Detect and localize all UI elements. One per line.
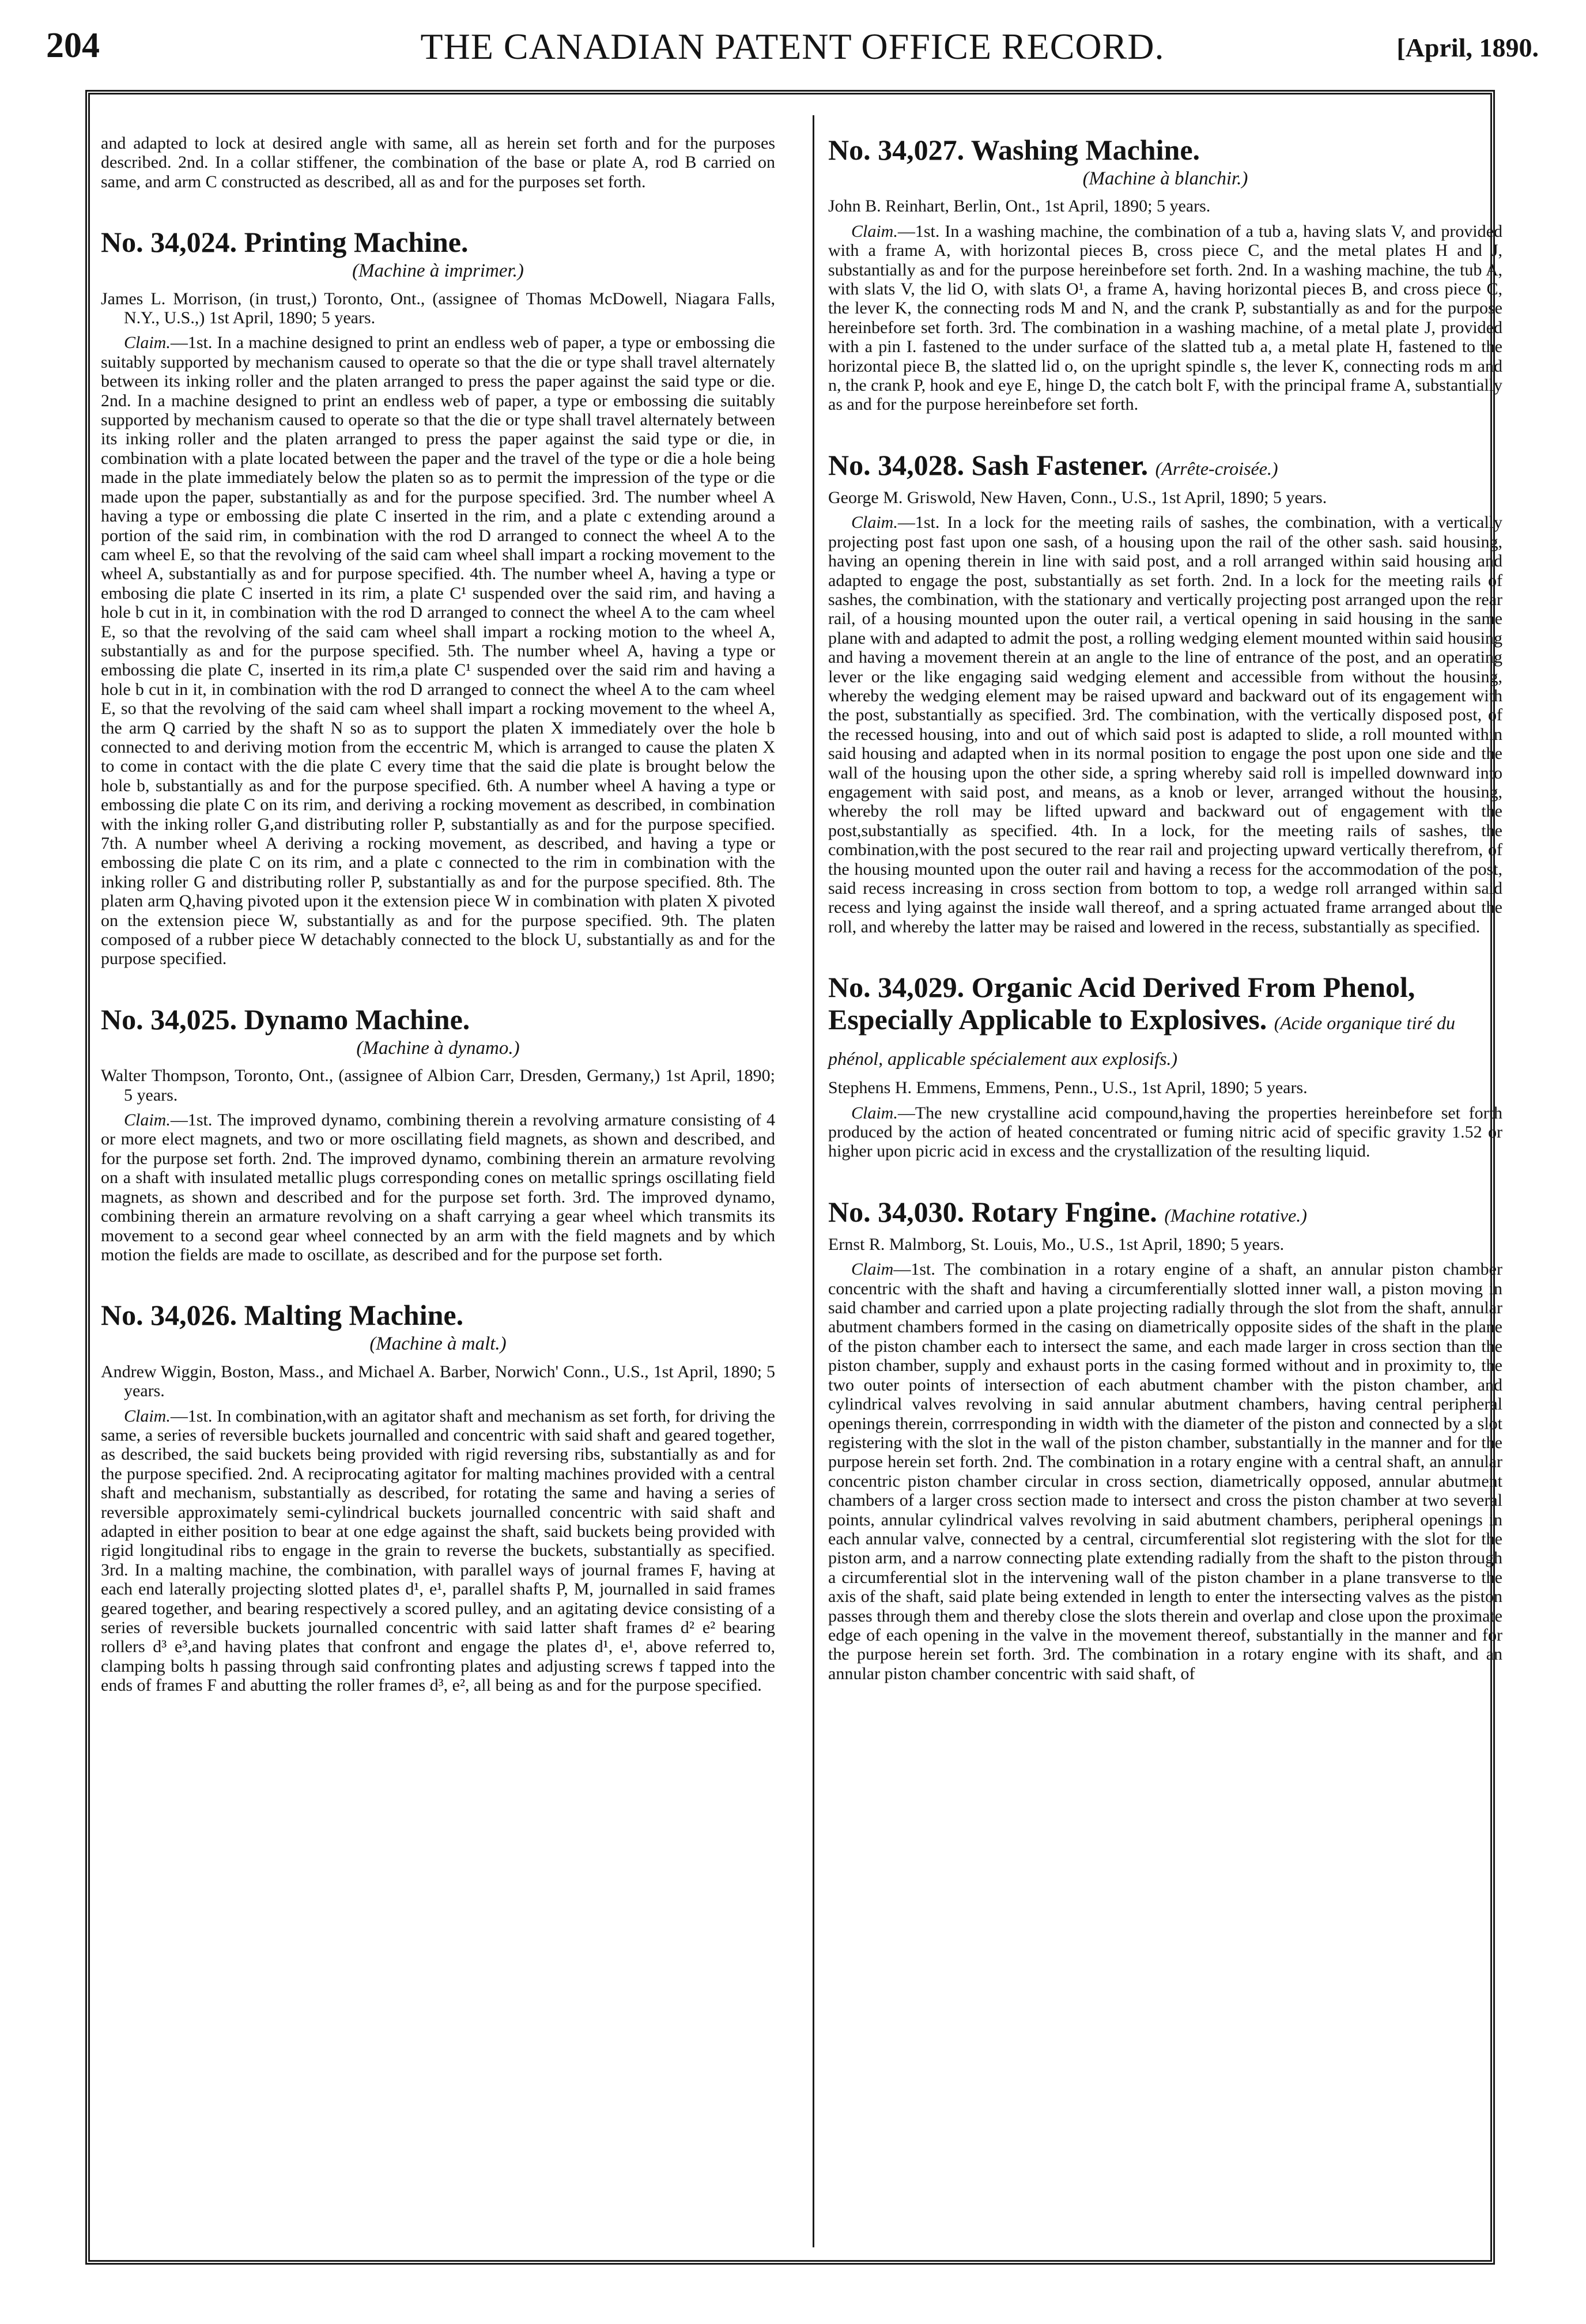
- patent-entry-34025: [101, 1003, 775, 1264]
- continuation-text: and adapted to lock at desired angle with same, all as herein set forth and for the purposes described. 2nd. In a collar stiffener, the combination of the base or plate A, rod B carried on same, and arm C constructed as described, all as and for the purposes set forth.: [101, 134, 775, 191]
- claim-label: Claim.: [851, 513, 898, 532]
- grantee: Walter Thompson, Toronto, Ont., (assignee of Albion Carr, Dresden, Germany,) 1st April, 1890; 5 years.: [101, 1066, 775, 1105]
- grantee: John B. Reinhart, Berlin, Ont., 1st April, 1890; 5 years.: [828, 196, 1211, 216]
- french-title: (Machine à malt.): [369, 1333, 507, 1355]
- patent-heading: [828, 1196, 1502, 1231]
- claim-label: Claim.: [124, 1406, 171, 1426]
- patent-heading: [101, 226, 775, 258]
- left-column: [101, 134, 775, 1710]
- grantee: George M. Griswold, New Haven, Conn., U.S., 1st April, 1890; 5 years.: [828, 488, 1327, 507]
- patent-number: No. 34,029.: [828, 971, 965, 1004]
- patent-entry-34030: [828, 1196, 1502, 1683]
- claim-text: [828, 513, 1502, 936]
- claim-body: —1st. In a washing machine, the combination of a tub a, having slats V, and provided with a frame A, with horizontal pieces B, cross piece C, and the metal plates H and J, substantially as and for the purpose hereinbefore set forth. 2nd. In a washing machine, the tub A, with slats V, the lid O, with slats O¹, a frame A, having horizontal pieces B, and cross piece C, the lever K, the connecting rods M and N, and the crank P, substantially as and for the purpose hereinbefore set forth. 3rd. The combination in a washing machine, of a metal plate J, provided with a pin I. fastened to the under surface of the slatted tub a, a metal plate H, fastened to the horizontal piece B, the slatted lid o, on the upright spindle s, the lever K, connecting rods m and n, the crank P, hook and eye E, hinge D, the catch bolt F, with the principal frame A, substantially as and for the purpose hereinbefore set forth.: [828, 221, 1502, 414]
- patent-entry-34024: [101, 226, 775, 969]
- right-column: [828, 134, 1502, 1698]
- patent-title: Washing Machine.: [971, 134, 1200, 166]
- claim-label: Claim.: [124, 333, 171, 353]
- french-title: (Machine à blanchir.): [1082, 168, 1248, 189]
- patent-heading: [828, 449, 1502, 485]
- patent-number: No. 34,028.: [828, 448, 965, 481]
- claim-text: [828, 1260, 1502, 1683]
- patent-title: Organic Acid Derived From Phenol, Especially Applicable to Explosives.: [828, 971, 1415, 1036]
- patent-number: No. 34,024.: [101, 226, 237, 259]
- claim-body: —1st. The improved dynamo, combining therein a revolving armature consisting of 4 or more elect magnets, and two or more oscillating field magnets, as shown and described, and for the purpose set forth. 2nd. The improved dynamo, combining therein an armature revolving on a shaft with insulated metallic plugs corresponding cones on metallic springs oscillating field magnets, as shown and described and for the purpose set forth. 3rd. The improved dynamo, combining therein an armature revolving on a shaft carrying a gear wheel which transmits its movement to a second gear wheel connected by an arm with the field magnets and by which motion the fields are made to oscillate, as described and for the purpose set forth.: [101, 1110, 775, 1264]
- patent-number: No. 34,030.: [828, 1195, 965, 1228]
- patent-heading: [828, 971, 1502, 1075]
- patent-title: Printing Machine.: [244, 226, 469, 259]
- patent-number: No. 34,026.: [101, 1299, 237, 1332]
- patent-title: Malting Machine.: [244, 1299, 464, 1332]
- french-title: (Acide organique tiré du phénol, applicable spécialement aux explosifs.): [828, 1012, 1456, 1070]
- patent-entry-34026: [101, 1299, 775, 1695]
- column-rule: [813, 115, 814, 2247]
- patent-heading: [101, 1003, 775, 1036]
- claim-body: —1st. In a machine designed to print an endless web of paper, a type or embossing die suitably supported by mechanism caused to operate so that the die or type shall travel alternately between its inking roller and the platen arranged to press the paper against the said type or die. 2nd. In a machine designed to print an endless web of paper, a type or embossing die suitably supported by mechanism caused to operate so that the die or type shall travel alternately between its inking roller and the platen arranged to press the paper against the said type or die, in combination with a plate located between the paper and the travel of the type or die a hole being made in the plate immediately below the platen so as to permit the impression of the type or die made upon the paper, substantially as and for the purpose specified. 3rd. The number wheel A having a type or embossing die plate C inserted in the rim, and a plate c extending around a portion of the said rim, in combination with the rod D arranged to connect the wheel A to the cam wheel E, so that the revolving of the said cam wheel shall impart a rocking movement to the wheel A, substantially as and for purpose specified. 4th. The number wheel A, having a type or embosing die plate C inserted in its rim, a plate C¹ suspended over the said rim, and having a hole b cut in it, in combination with the rod D arranged to connect the wheel A to the cam wheel E, so that the revolving of the said cam wheel shall impart a rocking motion to the wheel A, substantially as and for the purpose specified. 5th. The number wheel A, having a type or embossing die plate C, inserted in its rim,a plate C¹ suspended over the said rim and having a hole b cut in it, in combination with the rod D arranged to connect the wheel A to the cam wheel E, so that the revolving of the said cam wheel shall impart a rocking movement to the wheel A, the arm Q carried by the shaft N so as to support the platen X immediately over the hole b connected to and deriving motion from the eccentric M, which is arranged to cause the platen X to come in contact with the die plate C every time that the said die plate is brought below the hole b, substantially as and for the purpose specified. 6th. A number wheel A having a type or embossing die plate C on its rim, and deriving a rocking movement as described, in combination with the inking roller G,and distributing roller P, substantially as and for the purpose specified. 7th. A number wheel A deriving a rocking movement, as described, and having a type or embossing die plate C on its rim, and a plate c connected to the rim in combination with the inking roller G and distributing roller P, substantially as and for the purpose specified. 8th. The platen arm Q,having pivoted upon it the extension piece W in combination with platen X pivoted on the extension piece W, substantially as and for the purpose specified. 9th. The platen composed of a rubber piece W detachably connected to the block U, substantially as and for the purpose specified.: [101, 333, 775, 969]
- french-title: (Machine à imprimer.): [352, 260, 524, 282]
- issue-date: [April, 1890.: [1396, 33, 1539, 62]
- patent-title: Rotary Fngine.: [971, 1195, 1157, 1228]
- patent-title: Dynamo Machine.: [244, 1003, 470, 1036]
- claim-body: —1st. In combination,with an agitator shaft and mechanism as set forth, for driving the same, a series of reversible buckets journalled and concentric with said shaft and geared together, as described, the said buckets being provided with rigid reversing ribs, substantially as and for the purpose specified. 2nd. A reciprocating agitator for malting machines provided with a central shaft and mechanism, substantially as described, for rotating the same and having a series of reversible approximately semi-cylindrical buckets journalled concentric with said shaft and adapted in either position to bear at one edge against the shaft, said buckets being provided with rigid longitudinal ribs to engage in the grain to reverse the buckets, substantially as specified. 3rd. In a malting machine, the combination, with parallel ways of journal frames F, having at each end laterally projecting slotted plates d¹, e¹, parallel shafts P, M, journalled in said frames geared together, and bearing respectively a scored pulley, and an agitating device consisting of a series of reversible buckets journalled concentric with said latter shaft frames d² e² bearing rollers d³ e³,and having plates that confront and engage the plates d¹, e¹, above referred to, clamping bolts h passing through said confronting plates and adjusting screws f tapped into the ends of frames F and abutting the roller frames d³, e², all being as and for the purpose specified.: [101, 1406, 775, 1695]
- grantee: Andrew Wiggin, Boston, Mass., and Michael A. Barber, Norwich' Conn., U.S., 1st April, 1890; 5 years.: [101, 1362, 775, 1401]
- patent-title: Sash Fastener.: [971, 448, 1149, 481]
- claim-body: —The new crystalline acid compound,having the properties hereinbefore set forth produced by the action of heated concentrated or fuming nitric acid of specific gravity 1.52 or higher upon picric acid in excess and the crystallization of the resulting liquid.: [828, 1103, 1502, 1161]
- claim-label: Claim.: [851, 221, 898, 241]
- patent-heading: [828, 134, 1502, 166]
- claim-text: [828, 222, 1502, 414]
- page-number: 204: [46, 26, 100, 65]
- journal-title: THE CANADIAN PATENT OFFICE RECORD.: [420, 26, 1165, 67]
- claim-text: [101, 1110, 775, 1264]
- running-head: [46, 22, 1539, 77]
- patent-number: No. 34,025.: [101, 1003, 237, 1036]
- claim-text: [101, 1407, 775, 1695]
- patent-entry-34029: [828, 971, 1502, 1161]
- patent-number: No. 34,027.: [828, 134, 965, 166]
- patent-heading: [101, 1299, 775, 1331]
- grantee: Stephens H. Emmens, Emmens, Penn., U.S., 1st April, 1890; 5 years.: [828, 1078, 1308, 1098]
- french-title: (Machine rotative.): [1164, 1204, 1307, 1226]
- claim-body: —1st. In a lock for the meeting rails of sashes, the combination, with a vertically projecting post fast upon one sash, of a housing upon the rail of the other sash. said housing, having an opening therein in line with said post, and a roll arranged within said housing and adapted to engage the post, substantially as set forth. 2nd. In a lock for the meeting rails of sashes, the combination, with the stationary and vertically projecting post arranged upon the rear rail, of a housing mounted upon the outer rail, a vertical opening in said housing in the same plane with and adapted to admit the post, a rolling wedging element mounted within said housing and having a movement therein at an angle to the line of entrance of the post, and an operating lever or the like engaging said wedging element and accessible from without the housing, whereby the wedging element may be raised upward and backward out of its engagement with the post, substantially as specified. 3rd. The combination, with the vertically disposed post, of the recessed housing, into and out of which said post is adapted to slide, a roll mounted within said housing and adapted when in its normal position to engage the post upon one side and the wall of the housing upon the other side, a spring whereby said roll is impelled downward into engagement with said post, and means, as a knob or lever, arranged without the housing, whereby the roll may be lifted upward and backward out of engagement with the post,substantially as specified. 4th. In a lock, for the meeting rails of sashes, the combination,with the post secured to the rear rail and projecting upward vertically therefrom, of the housing mounted upon the outer rail and having a recess for the accommodation of the post, said recess increasing in cross section from bottom to top, a wedge roll arranged within said recess and lying against the inside wall thereof, and a spring actuated frame arranged about the roll, and whereby the latter may be raised and lowered in the recess, substantially as specified.: [828, 513, 1502, 936]
- claim-text: [101, 333, 775, 968]
- claim-body: —1st. The combination in a rotary engine of a shaft, an annular piston chamber concentric with the shaft and having a circumferentially slotted inner wall, a piston moving in said chamber and carried upon a plate projecting radially through the slot from the shaft, annular abutment chambers formed in the casing on diametrically opposite sides of the shaft in the plane of the piston chamber each to intersect the same, and each made larger in cross section than the piston chamber, supply and exhaust ports in the casing formed without and in proximity to, the two outer points of intersection of each abutment chamber with the piston chamber, and cylindrical valves revolving in said annular abutment chambers, having central peripheral openings therein, corrresponding in width with the diameter of the piston and connected by a slot registering with the slot in the wall of the piston chamber, substantially in the manner and for the purpose herein set forth. 2nd. The combination in a rotary engine with a central shaft, an annular concentric piston chamber circular in cross section, diametrically opposed, annular abutment chambers of a larger cross section made to intersect and cross the piston chamber at two several points, annular cylindrical valves revolving in said abutment chambers, peripheral openings in each annular valve, connected by a central, circumferential slot registering with the slot for the piston arm, and a narrow connecting plate extending radially from the shaft to the piston through a circumferential slot in the intervening wall of the piston chamber in a plane transverse to the axis of the shaft, said plate being extended in length to enter the intersecting valves as the piston passes through them and thereby close the slots therein and overlap and close upon the proximate edge of each opening in the valve in the movement thereof, substantially in the manner and for the purpose herein set forth. 3rd. The combination in a rotary engine with its shaft, and an annular piston chamber concentric with said shaft, of: [828, 1260, 1502, 1683]
- patent-entry-34028: [828, 449, 1502, 936]
- french-title: (Arrête-croisée.): [1155, 458, 1278, 479]
- grantee: James L. Morrison, (in trust,) Toronto, Ont., (assignee of Thomas McDowell, Niagara Falls, N.Y., U.S.,) 1st April, 1890; 5 years.: [101, 289, 775, 328]
- claim-label: Claim.: [124, 1110, 171, 1130]
- french-title: (Machine à dynamo.): [356, 1037, 520, 1059]
- grantee: Ernst R. Malmborg, St. Louis, Mo., U.S., 1st April, 1890; 5 years.: [828, 1234, 1285, 1254]
- claim-label: Claim.: [851, 1103, 898, 1123]
- patent-entry-34027: [828, 134, 1502, 414]
- claim-label: Claim: [851, 1260, 894, 1279]
- claim-text: [828, 1104, 1502, 1161]
